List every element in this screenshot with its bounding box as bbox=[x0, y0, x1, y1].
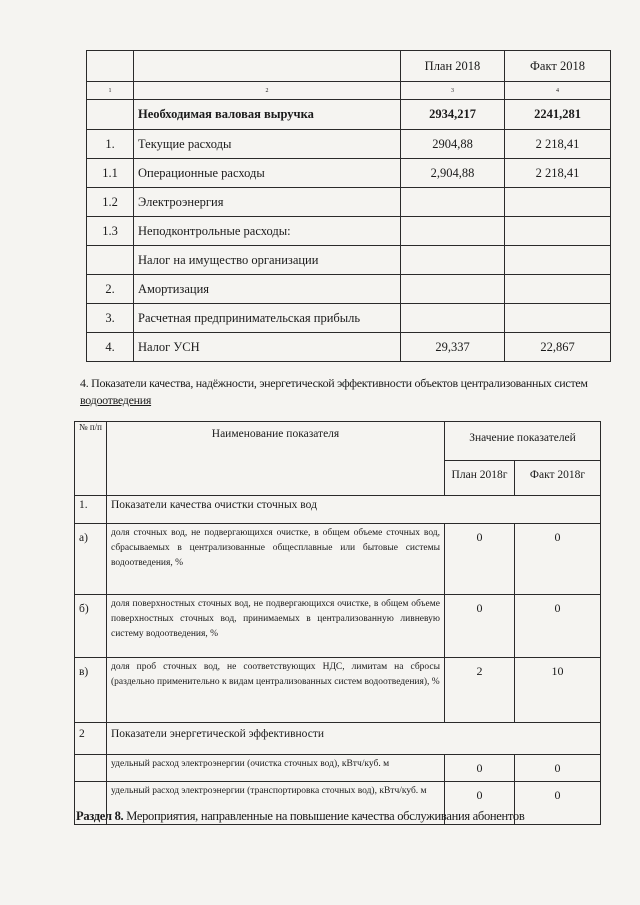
header-cell-name bbox=[134, 51, 401, 82]
header-plan: План 2018г bbox=[445, 461, 515, 496]
table-header-row bbox=[75, 422, 601, 461]
row-index bbox=[87, 100, 134, 130]
row-plan bbox=[401, 188, 505, 217]
row-index bbox=[87, 246, 134, 275]
column-number: 4 bbox=[505, 82, 611, 100]
table-row bbox=[87, 217, 611, 246]
section-4-heading bbox=[80, 375, 610, 409]
row-fact: 2 218,41 bbox=[505, 130, 611, 159]
column-number-row bbox=[87, 82, 611, 100]
row-plan: 2,904,88 bbox=[401, 159, 505, 188]
group-row bbox=[75, 723, 601, 755]
column-number: 1 bbox=[87, 82, 134, 100]
group-index: 1. bbox=[75, 496, 107, 524]
row-plan bbox=[401, 275, 505, 304]
row-plan: 0 bbox=[445, 524, 515, 595]
row-fact: 0 bbox=[515, 782, 601, 825]
table-row bbox=[75, 524, 601, 595]
row-index: в) bbox=[75, 658, 107, 723]
header-fact: Факт 2018г bbox=[515, 461, 601, 496]
header-plan: План 2018 bbox=[401, 51, 505, 82]
table-row bbox=[75, 755, 601, 782]
row-plan bbox=[401, 304, 505, 333]
row-name: Налог УСН bbox=[134, 333, 401, 362]
table-row bbox=[87, 100, 611, 130]
group-index: 2 bbox=[75, 723, 107, 755]
table-row bbox=[87, 333, 611, 362]
row-name: Электроэнергия bbox=[134, 188, 401, 217]
row-name: доля проб сточных вод, не соответствующих НДС, лимитам на сбросы (раздельно применительно к видам централизованных систем водоотведения), % bbox=[107, 658, 445, 723]
row-name: Необходимая валовая выручка bbox=[134, 100, 401, 130]
row-fact: 0 bbox=[515, 524, 601, 595]
header-cell-index bbox=[87, 51, 134, 82]
row-plan: 2 bbox=[445, 658, 515, 723]
row-fact: 10 bbox=[515, 658, 601, 723]
table-row bbox=[75, 658, 601, 723]
row-name: удельный расход электроэнергии (очистка сточных вод), кВтч/куб. м bbox=[107, 755, 445, 782]
row-index: 4. bbox=[87, 333, 134, 362]
row-fact bbox=[505, 217, 611, 246]
row-fact bbox=[505, 275, 611, 304]
row-fact bbox=[505, 188, 611, 217]
row-plan bbox=[401, 217, 505, 246]
row-name: доля поверхностных сточных вод, не подвергающихся очистке, в общем объеме поверхностных сточных вод, принимаемых в централизованную ливневую систему водоотведения, % bbox=[107, 595, 445, 658]
row-index: 1. bbox=[87, 130, 134, 159]
row-name: Налог на имущество организации bbox=[134, 246, 401, 275]
quality-indicators-table bbox=[74, 421, 601, 825]
section-8-title: Мероприятия, направленные на повышение качества обслуживания абонентов bbox=[126, 809, 525, 823]
header-number: № п/п bbox=[75, 422, 107, 496]
header-fact: Факт 2018 bbox=[505, 51, 611, 82]
row-fact: 0 bbox=[515, 595, 601, 658]
section-4-title-continued: водоотведения bbox=[80, 393, 152, 407]
section-8-heading bbox=[76, 809, 524, 824]
revenue-table bbox=[86, 50, 611, 362]
row-name: Неподконтрольные расходы: bbox=[134, 217, 401, 246]
header-values: Значение показателей bbox=[445, 422, 601, 461]
row-index bbox=[75, 755, 107, 782]
row-fact: 0 bbox=[515, 755, 601, 782]
row-name: удельный расход электроэнергии (транспортировка сточных вод), кВтч/куб. м bbox=[107, 782, 445, 825]
table-row bbox=[87, 275, 611, 304]
row-plan bbox=[401, 246, 505, 275]
row-fact bbox=[505, 304, 611, 333]
row-name: доля сточных вод, не подвергающихся очистке, в общем объеме сточных вод, сбрасываемых в централизованные общесплавные или бытовые системы водоотведения, % bbox=[107, 524, 445, 595]
row-index: 1.3 bbox=[87, 217, 134, 246]
row-name: Расчетная предпринимательская прибыль bbox=[134, 304, 401, 333]
row-plan: 2904,88 bbox=[401, 130, 505, 159]
table-row bbox=[87, 304, 611, 333]
group-name: Показатели энергетической эффективности bbox=[107, 723, 601, 755]
group-row bbox=[75, 496, 601, 524]
row-plan: 0 bbox=[445, 755, 515, 782]
row-plan: 2934,217 bbox=[401, 100, 505, 130]
row-name: Текущие расходы bbox=[134, 130, 401, 159]
row-fact: 2241,281 bbox=[505, 100, 611, 130]
table-row bbox=[87, 246, 611, 275]
group-name: Показатели качества очистки сточных вод bbox=[107, 496, 601, 524]
row-index: 2. bbox=[87, 275, 134, 304]
header-indicator-name: Наименование показателя bbox=[107, 422, 445, 496]
revenue-table-header bbox=[87, 51, 611, 82]
table-row bbox=[75, 595, 601, 658]
row-fact: 22,867 bbox=[505, 333, 611, 362]
row-fact: 2 218,41 bbox=[505, 159, 611, 188]
table-row bbox=[87, 159, 611, 188]
table-row bbox=[87, 188, 611, 217]
section-8-label: Раздел 8. bbox=[76, 809, 124, 823]
row-index: б) bbox=[75, 595, 107, 658]
row-index: 1.1 bbox=[87, 159, 134, 188]
table-row bbox=[87, 130, 611, 159]
row-index: а) bbox=[75, 524, 107, 595]
column-number: 3 bbox=[401, 82, 505, 100]
row-plan: 29,337 bbox=[401, 333, 505, 362]
row-plan: 0 bbox=[445, 782, 515, 825]
row-name: Амортизация bbox=[134, 275, 401, 304]
section-4-title: 4. Показатели качества, надёжности, энергетической эффективности объектов централизованных систем bbox=[80, 376, 588, 390]
row-name: Операционные расходы bbox=[134, 159, 401, 188]
row-index: 1.2 bbox=[87, 188, 134, 217]
column-number: 2 bbox=[134, 82, 401, 100]
row-plan: 0 bbox=[445, 595, 515, 658]
row-index: 3. bbox=[87, 304, 134, 333]
row-fact bbox=[505, 246, 611, 275]
